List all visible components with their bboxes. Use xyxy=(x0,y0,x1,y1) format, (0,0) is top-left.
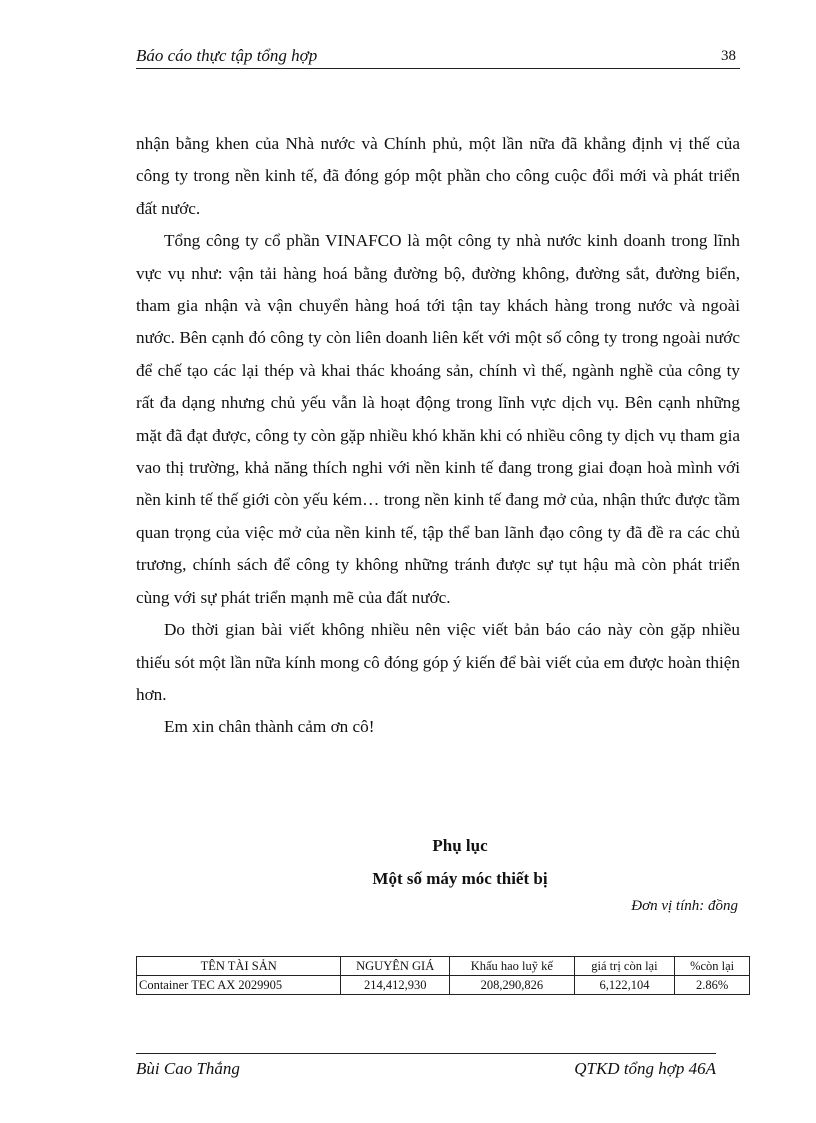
paragraph: nhận bằng khen của Nhà nước và Chính phủ, một lần nữa đã khẳng định vị thế của công ty trong nền kinh tế, đã đóng góp một phần cho công cuộc đổi mới và phát triển đất nước. xyxy=(136,134,740,218)
column-header: Khấu hao luỹ kế xyxy=(450,957,575,976)
paragraph: Em xin chân thành cảm ơn cô! xyxy=(164,717,375,737)
appendix-title: Phụ lục xyxy=(432,836,488,855)
footer-class: QTKD tổng hợp 46A xyxy=(574,1059,716,1078)
page-header xyxy=(136,46,740,69)
column-header: %còn lại xyxy=(675,957,750,976)
body-text xyxy=(136,128,740,744)
remaining-value-cell: 6,122,104 xyxy=(574,976,675,995)
header-title: Báo cáo thực tập tổng hợp xyxy=(136,46,318,65)
table-header-row xyxy=(137,957,750,976)
accumulated-depreciation-cell: 208,290,826 xyxy=(450,976,575,995)
page-number: 38 xyxy=(721,48,736,64)
asset-table xyxy=(136,956,750,995)
column-header: giá trị còn lại xyxy=(574,957,675,976)
paragraph: Tổng công ty cổ phần VINAFCO là một công ty nhà nước kinh doanh trong lĩnh vực vụ như: vận tải hàng hoá bằng đường bộ, đường không, đường sắt, đường biển, tham gia nhận và vận chuyển hàng hoá tới tận tay khách hàng trong nước và ngoài nước. Bên cạnh đó công ty còn liên doanh liên kết với một số công ty trong ngoài nước để chế tạo các lại thép và khai thác khoáng sản, chính vì thế, ngành nghề của công ty rất đa dạng nhưng chủ yếu vẫn là hoạt động trong lĩnh vực dịch vụ. Bên cạnh những mặt đã đạt được, công ty còn gặp nhiều khó khăn khi có nhiều công ty dịch vụ tham gia vao thị trường, khả năng thích nghi với nền kinh tế đang trong giai đoạn hoà mình với nền kinh tế thế giới còn yếu kém… trong nền kinh tế đang mở của, nhận thức được tầm quan trọng của việc mở của nền kinh tế, tập thể ban lãnh đạo công ty đã đề ra các chủ trương, chính sách để công ty không những tránh được sự tụt hậu mà còn phát triển cùng với sự phát triển mạnh mẽ của đất nước. xyxy=(136,231,740,607)
unit-note: Đơn vị tính: đồng xyxy=(631,898,738,914)
column-header: TÊN TÀI SẢN xyxy=(137,957,341,976)
paragraph: Do thời gian bài viết không nhiều nên việc viết bản báo cáo này còn gặp nhiều thiếu sót một lần nữa kính mong cô đóng góp ý kiến để bài viết của em được hoàn thiện hơn. xyxy=(136,620,740,704)
column-header: NGUYÊN GIÁ xyxy=(341,957,450,976)
table-row xyxy=(137,976,750,995)
appendix-subtitle: Một số máy móc thiết bị xyxy=(372,869,548,888)
original-cost-cell: 214,412,930 xyxy=(341,976,450,995)
page-footer xyxy=(136,1053,716,1078)
remaining-percent-cell: 2.86% xyxy=(675,976,750,995)
asset-name-cell: Container TEC AX 2029905 xyxy=(137,976,341,995)
footer-author: Bùi Cao Thắng xyxy=(136,1059,240,1078)
